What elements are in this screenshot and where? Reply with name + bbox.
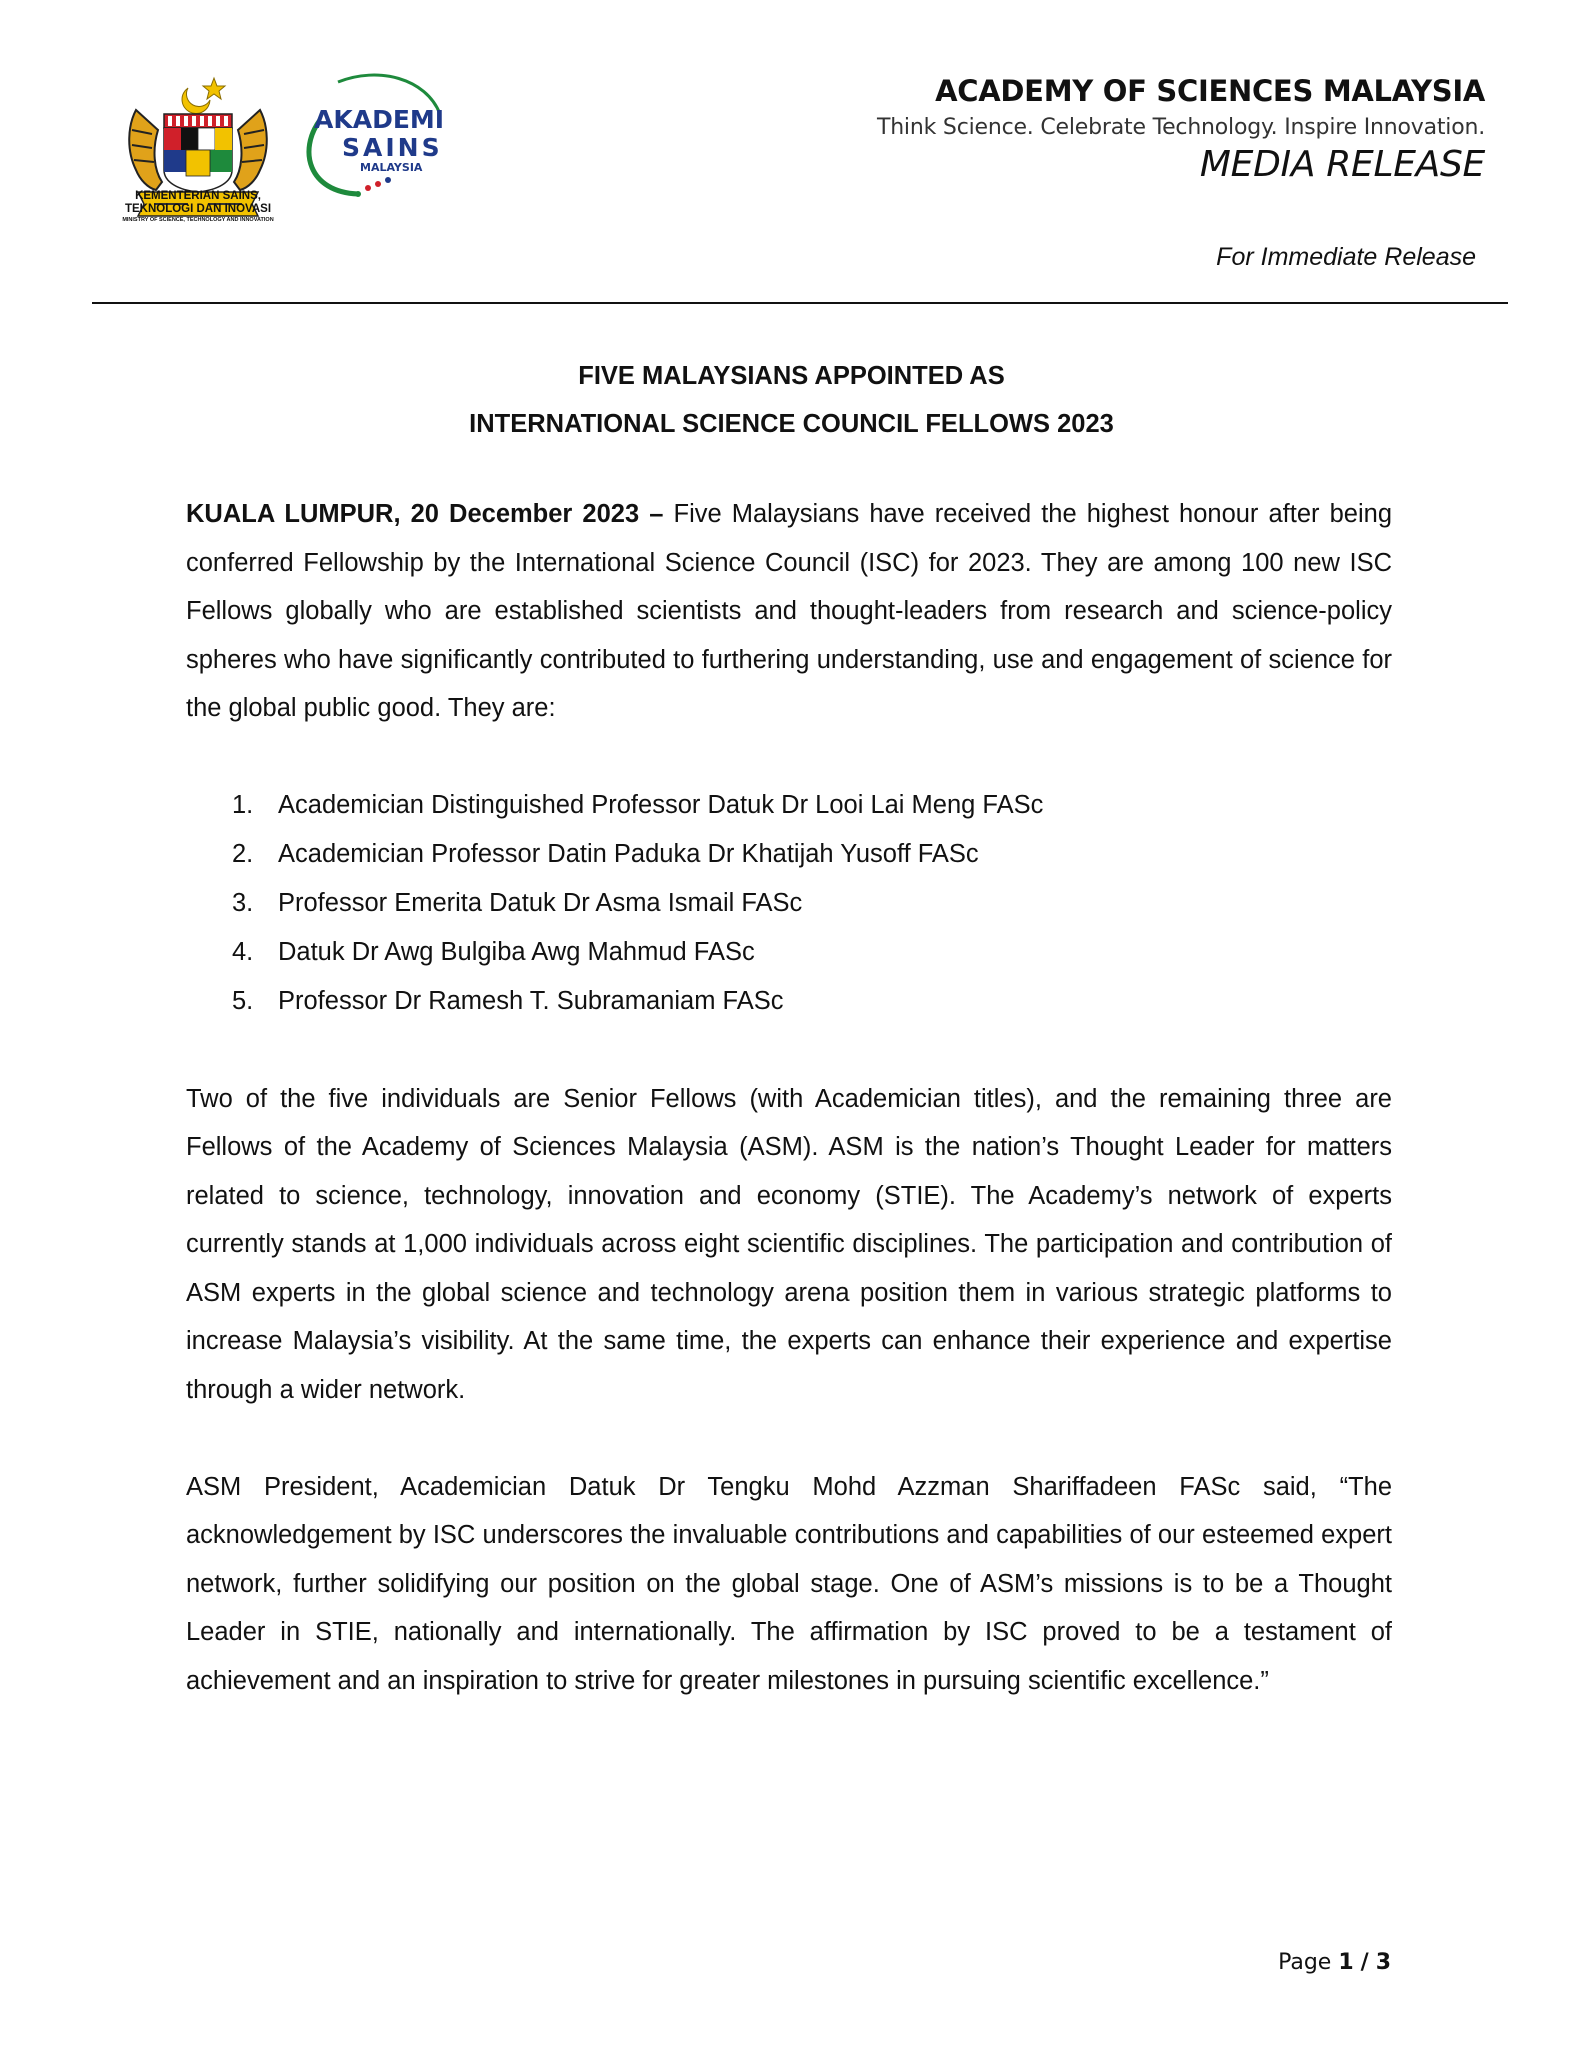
page-label: Page [1278, 1950, 1332, 1975]
ministry-name-line2: TEKNOLOGI DAN INOVASI [124, 203, 272, 215]
dateline: KUALA LUMPUR, 20 December 2023 [186, 500, 640, 528]
akademi-sains-logo [298, 70, 448, 205]
document-type: MEDIA RELEASE [1199, 144, 1485, 185]
page-total: 3 [1375, 1950, 1391, 1975]
ministry-name-english: MINISTRY OF SCIENCE, TECHNOLOGY AND INNOVATION [122, 217, 274, 223]
ministry-name-line1: KEMENTERIAN SAINS, [135, 190, 261, 202]
list-number: 3. [232, 889, 254, 917]
fellow-name: Professor Emerita Datuk Dr Asma Ismail FASc [278, 889, 803, 917]
fellow-name: Datuk Dr Awg Bulgiba Awg Mahmud FASc [278, 938, 755, 966]
page-separator: / [1360, 1950, 1369, 1975]
page-current: 1 [1338, 1950, 1354, 1975]
fellows-paragraph: Two of the five individuals are Senior Fellows (with Academician titles), and the remaining three are Fellows of the Academy of Sciences Malaysia (ASM). ASM is the nation’s Thought Leader for matters related to science, technology, innovation and economy (STIE). The Academy’s network of experts currently stands at 1,000 individuals across eight scientific disciplines. The participation and contribution of ASM experts in the global science and technology arena position them in various strategic platforms to increase Malaysia’s visibility. At the same time, the experts can enhance their experience and expertise through a wider network. [186, 1084, 1392, 1404]
intro-paragraph [186, 490, 1392, 733]
intro-text: Five Malaysians have received the highest honour after being conferred Fellowship by the International Science Council (ISC) for 2023. They are among 100 new ISC Fellows globally who are established scientists and thought-leaders from research and science-policy spheres who have significantly contributed to furthering understanding, use and engagement of science for the global public good. They are: [186, 500, 1392, 722]
list-number: 4. [232, 938, 254, 966]
list-number: 2. [232, 840, 254, 868]
release-note: For Immediate Release [1216, 243, 1476, 271]
press-title-line1: FIVE MALAYSIANS APPOINTED AS [578, 362, 1005, 390]
header-divider [92, 302, 1508, 304]
list-number: 5. [232, 987, 254, 1015]
organisation-block [877, 74, 1485, 185]
asm-logo-line1: AKADEMI [314, 105, 445, 134]
list-number: 1. [232, 791, 254, 819]
press-body [186, 490, 1392, 1705]
fellows-list [186, 781, 1392, 1026]
fellow-name: Academician Distinguished Professor Datuk Dr Looi Lai Meng FASc [278, 791, 1044, 819]
asm-logo-line2: SAINS [342, 133, 443, 162]
press-title [0, 352, 1583, 448]
list-item [186, 928, 1392, 977]
list-item [186, 977, 1392, 1026]
list-item [186, 830, 1392, 879]
tagline: Think Science. Celebrate Technology. Inspire Innovation. [876, 115, 1485, 140]
ministry-name [98, 190, 298, 224]
fellow-name: Academician Professor Datin Paduka Dr Khatijah Yusoff FASc [278, 840, 979, 868]
fellow-name: Professor Dr Ramesh T. Subramaniam FASc [278, 987, 784, 1015]
page-number [1278, 1950, 1391, 1975]
asm-logo-line3: MALAYSIA [360, 161, 423, 174]
president-quote-paragraph: ASM President, Academician Datuk Dr Tengku Mohd Azzman Shariffadeen FASc said, “The acknowledgement by ISC underscores the invaluable contributions and capabilities of our esteemed expert network, further solidifying our position on the global stage. One of ASM’s missions is to be a Thought Leader in STIE, nationally and internationally. The affirmation by ISC proved to be a testament of achievement and an inspiration to strive for greater milestones in pursuing scientific excellence.” [186, 1472, 1392, 1695]
list-item [186, 781, 1392, 830]
list-item [186, 879, 1392, 928]
press-title-line2: INTERNATIONAL SCIENCE COUNCIL FELLOWS 2023 [469, 410, 1114, 438]
org-name: ACADEMY OF SCIENCES MALAYSIA [935, 74, 1485, 108]
letterhead [0, 0, 1583, 310]
dateline-dash: – [639, 500, 674, 528]
